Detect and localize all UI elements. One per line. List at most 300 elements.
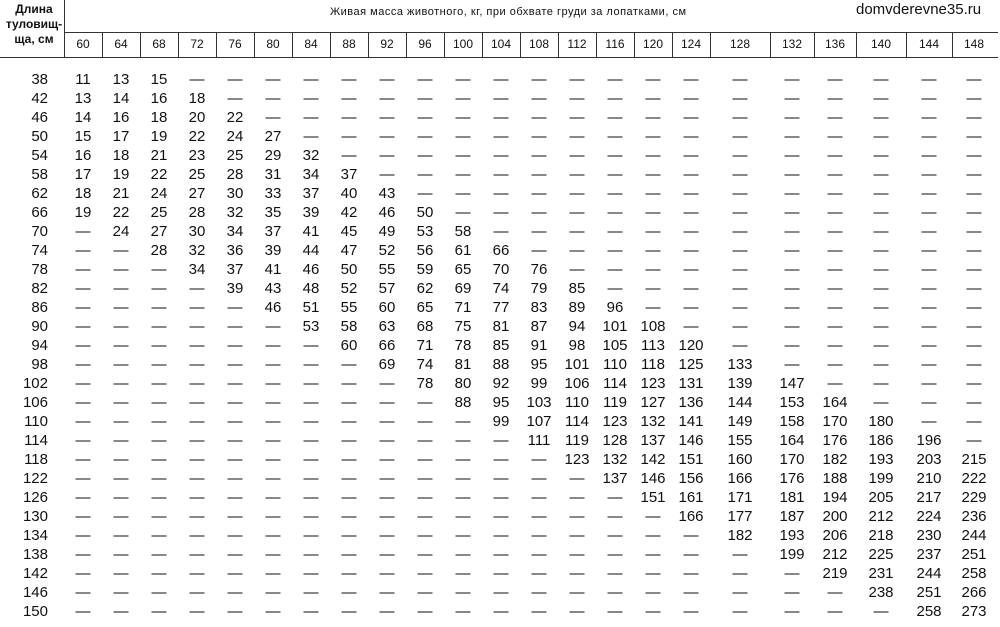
weight-cell: — <box>227 299 243 316</box>
weight-cell: 30 <box>226 185 244 202</box>
weight-cell: 229 <box>961 489 987 506</box>
girth-column-header: 96 <box>418 37 432 51</box>
weight-cell: — <box>455 128 471 145</box>
weight-cell: — <box>493 451 509 468</box>
weight-cell: — <box>732 584 748 601</box>
weight-cell: — <box>151 299 167 316</box>
girth-column-header: 80 <box>266 37 280 51</box>
weight-cell: — <box>379 565 395 582</box>
weight-cell: 158 <box>779 413 805 430</box>
weight-cell: 24 <box>226 128 244 145</box>
weight-cell: — <box>683 565 699 582</box>
body-length-label: 94 <box>31 337 48 354</box>
weight-cell: — <box>569 204 585 221</box>
weight-cell: 87 <box>530 318 548 335</box>
weight-cell: 32 <box>226 204 244 221</box>
weight-cell: 110 <box>565 394 589 411</box>
weight-cell: — <box>75 356 91 373</box>
weight-cell: — <box>966 318 982 335</box>
body-length-label: 62 <box>31 185 48 202</box>
weight-cell: 182 <box>822 451 848 468</box>
weight-cell: — <box>189 299 205 316</box>
weight-cell: 206 <box>822 527 848 544</box>
weight-cell: — <box>683 223 699 240</box>
weight-cell: 60 <box>340 337 358 354</box>
weight-cell: — <box>645 527 661 544</box>
weight-cell: — <box>607 242 623 259</box>
weight-cell: — <box>921 375 937 392</box>
body-length-label: 86 <box>31 299 48 316</box>
weight-cell: 18 <box>74 185 92 202</box>
weight-cell: — <box>379 166 395 183</box>
weight-cell: — <box>645 584 661 601</box>
weight-cell: — <box>151 603 167 620</box>
weight-cell: — <box>493 166 509 183</box>
weight-cell: — <box>113 546 129 563</box>
weight-cell: — <box>921 71 937 88</box>
weight-cell: 19 <box>150 128 168 145</box>
weight-cell: — <box>569 527 585 544</box>
weight-cell: — <box>569 90 585 107</box>
weight-cell: — <box>493 470 509 487</box>
weight-cell: — <box>341 432 357 449</box>
weight-cell: — <box>493 128 509 145</box>
weight-cell: 127 <box>640 394 666 411</box>
weight-cell: — <box>607 71 623 88</box>
weight-cell: — <box>966 204 982 221</box>
weight-cell: — <box>151 584 167 601</box>
weight-cell: — <box>683 128 699 145</box>
weight-cell: — <box>75 451 91 468</box>
weight-cell: — <box>303 603 319 620</box>
column-divider <box>814 33 815 57</box>
weight-cell: — <box>455 109 471 126</box>
girth-column-header: 112 <box>567 37 587 51</box>
weight-cell: 81 <box>454 356 472 373</box>
weight-cell: — <box>227 356 243 373</box>
weight-cell: — <box>732 337 748 354</box>
weight-cell: 14 <box>112 90 130 107</box>
weight-cell: — <box>732 109 748 126</box>
weight-cell: — <box>607 584 623 601</box>
weight-cell: — <box>455 185 471 202</box>
weight-cell: — <box>227 565 243 582</box>
weight-cell: 42 <box>340 204 358 221</box>
weight-cell: 244 <box>916 565 942 582</box>
weight-cell: — <box>265 375 281 392</box>
weight-cell: 188 <box>822 470 848 487</box>
weight-cell: — <box>784 318 800 335</box>
weight-cell: — <box>827 90 843 107</box>
weight-cell: — <box>873 166 889 183</box>
weight-cell: — <box>455 603 471 620</box>
weight-cell: — <box>784 603 800 620</box>
weight-cell: 146 <box>678 432 704 449</box>
weight-cell: — <box>265 356 281 373</box>
weight-cell: — <box>873 185 889 202</box>
weight-cell: — <box>827 204 843 221</box>
weight-cell: 141 <box>678 413 704 430</box>
weight-cell: — <box>784 204 800 221</box>
weight-cell: — <box>921 356 937 373</box>
weight-cell: 58 <box>340 318 358 335</box>
weight-cell: — <box>531 546 547 563</box>
weight-cell: — <box>493 185 509 202</box>
weight-cell: — <box>379 71 395 88</box>
weight-cell: — <box>683 318 699 335</box>
weight-cell: — <box>645 166 661 183</box>
weight-cell: — <box>227 489 243 506</box>
weight-cell: — <box>531 603 547 620</box>
weight-cell: — <box>265 603 281 620</box>
body-length-label: 146 <box>22 584 48 601</box>
weight-cell: — <box>607 90 623 107</box>
body-length-label: 50 <box>31 128 48 145</box>
weight-cell: 34 <box>302 166 320 183</box>
weight-cell: 85 <box>492 337 510 354</box>
weight-cell: — <box>827 147 843 164</box>
weight-cell: — <box>645 261 661 278</box>
weight-cell: — <box>455 508 471 525</box>
weight-cell: — <box>341 603 357 620</box>
weight-cell: 99 <box>492 413 510 430</box>
weight-cell: — <box>921 185 937 202</box>
weight-cell: — <box>493 489 509 506</box>
weight-cell: 147 <box>779 375 805 392</box>
weight-cell: — <box>531 204 547 221</box>
body-length-label: 74 <box>31 242 48 259</box>
girth-column-header: 140 <box>870 37 892 51</box>
weight-cell: — <box>732 204 748 221</box>
weight-cell: — <box>455 470 471 487</box>
weight-cell: — <box>341 527 357 544</box>
weight-cell: — <box>607 565 623 582</box>
weight-cell: — <box>531 90 547 107</box>
body-length-label: 110 <box>24 413 48 430</box>
weight-cell: — <box>531 223 547 240</box>
column-divider <box>710 33 711 57</box>
weight-cell: 205 <box>868 489 894 506</box>
weight-cell: 45 <box>340 223 358 240</box>
weight-cell: — <box>683 90 699 107</box>
weight-cell: — <box>645 71 661 88</box>
body-length-label: 134 <box>22 527 48 544</box>
weight-cell: — <box>645 565 661 582</box>
weight-cell: — <box>417 185 433 202</box>
weight-cell: — <box>493 546 509 563</box>
weight-cell: — <box>732 565 748 582</box>
weight-cell: — <box>966 432 982 449</box>
weight-cell: 15 <box>150 71 168 88</box>
weight-cell: — <box>873 337 889 354</box>
column-divider <box>254 33 255 57</box>
weight-cell: 237 <box>916 546 942 563</box>
weight-cell: — <box>784 261 800 278</box>
weight-cell: — <box>227 527 243 544</box>
weight-cell: 160 <box>727 451 753 468</box>
weight-cell: 199 <box>779 546 805 563</box>
column-divider <box>596 33 597 57</box>
weight-cell: 32 <box>188 242 206 259</box>
weight-cell: — <box>732 261 748 278</box>
weight-cell: — <box>683 603 699 620</box>
weight-cell: 101 <box>602 318 628 335</box>
weight-cell: 21 <box>112 185 130 202</box>
weight-cell: — <box>303 90 319 107</box>
weight-cell: 80 <box>454 375 472 392</box>
weight-cell: — <box>921 128 937 145</box>
weight-cell: — <box>921 413 937 430</box>
weight-cell: — <box>683 71 699 88</box>
weight-cell: 170 <box>779 451 805 468</box>
site-watermark: domvderevne35.ru <box>856 1 982 18</box>
weight-cell: 187 <box>779 508 805 525</box>
weight-cell: — <box>113 242 129 259</box>
weight-cell: — <box>784 242 800 259</box>
weight-cell: — <box>569 261 585 278</box>
header-rule-bottom <box>0 57 998 58</box>
weight-cell: — <box>683 204 699 221</box>
girth-column-header: 84 <box>304 37 318 51</box>
column-divider <box>102 33 103 57</box>
weight-cell: — <box>531 489 547 506</box>
weight-cell: 193 <box>868 451 894 468</box>
weight-cell: — <box>455 71 471 88</box>
weight-cell: 164 <box>822 394 848 411</box>
weight-cell: — <box>379 394 395 411</box>
weight-cell: — <box>531 109 547 126</box>
girth-column-header: 120 <box>642 37 664 51</box>
weight-cell: — <box>455 451 471 468</box>
weight-cell: — <box>732 185 748 202</box>
weight-cell: — <box>341 489 357 506</box>
weight-cell: — <box>417 584 433 601</box>
weight-cell: — <box>873 109 889 126</box>
weight-cell: 40 <box>340 185 358 202</box>
weight-cell: — <box>265 470 281 487</box>
weight-cell: — <box>455 413 471 430</box>
weight-cell: 176 <box>779 470 805 487</box>
weight-cell: — <box>569 508 585 525</box>
body-length-label: 106 <box>22 394 48 411</box>
weight-cell: — <box>417 470 433 487</box>
body-length-label: 78 <box>31 261 48 278</box>
weight-cell: — <box>113 299 129 316</box>
weight-cell: — <box>732 166 748 183</box>
body-length-label: 98 <box>31 356 48 373</box>
weight-cell: 81 <box>492 318 510 335</box>
weight-cell: 89 <box>568 299 586 316</box>
girth-column-header: 124 <box>680 37 702 51</box>
weight-cell: 27 <box>150 223 168 240</box>
weight-cell: — <box>827 356 843 373</box>
column-divider <box>216 33 217 57</box>
weight-cell: — <box>645 109 661 126</box>
weight-cell: — <box>417 128 433 145</box>
weight-cell: 123 <box>640 375 666 392</box>
weight-cell: 21 <box>150 147 168 164</box>
weight-cell: — <box>683 546 699 563</box>
weight-cell: — <box>966 166 982 183</box>
weight-cell: — <box>189 432 205 449</box>
weight-cell: — <box>113 413 129 430</box>
weight-cell: — <box>75 508 91 525</box>
body-length-label: 138 <box>22 546 48 563</box>
weight-cell: 244 <box>961 527 987 544</box>
weight-cell: — <box>784 147 800 164</box>
weight-cell: — <box>265 413 281 430</box>
weight-cell: — <box>189 280 205 297</box>
weight-cell: — <box>379 527 395 544</box>
weight-cell: 210 <box>916 470 942 487</box>
weight-cell: — <box>827 223 843 240</box>
girth-column-header: 72 <box>190 37 204 51</box>
weight-cell: — <box>379 489 395 506</box>
weight-cell: — <box>827 584 843 601</box>
weight-cell: — <box>379 413 395 430</box>
weight-cell: 41 <box>264 261 282 278</box>
weight-cell: — <box>189 337 205 354</box>
weight-cell: — <box>607 546 623 563</box>
weight-cell: — <box>493 147 509 164</box>
weight-cell: — <box>455 90 471 107</box>
weight-cell: 149 <box>727 413 753 430</box>
weight-cell: — <box>113 565 129 582</box>
weight-cell: — <box>645 603 661 620</box>
weight-cell: — <box>966 147 982 164</box>
weight-cell: — <box>303 489 319 506</box>
weight-cell: — <box>827 280 843 297</box>
weight-cell: 199 <box>868 470 894 487</box>
weight-cell: — <box>645 299 661 316</box>
weight-cell: 266 <box>961 584 987 601</box>
weight-cell: 18 <box>188 90 206 107</box>
weight-cell: 120 <box>678 337 704 354</box>
weight-cell: 94 <box>568 318 586 335</box>
weight-cell: — <box>921 147 937 164</box>
weight-cell: — <box>493 565 509 582</box>
weight-cell: — <box>966 394 982 411</box>
girth-column-header: 88 <box>342 37 356 51</box>
weight-cell: — <box>645 508 661 525</box>
weight-cell: — <box>645 280 661 297</box>
weight-cell: — <box>341 375 357 392</box>
weight-cell: 62 <box>416 280 434 297</box>
weight-cell: — <box>683 261 699 278</box>
weight-cell: — <box>569 603 585 620</box>
weight-cell: 164 <box>779 432 805 449</box>
weight-cell: — <box>966 280 982 297</box>
body-length-label: 82 <box>31 280 48 297</box>
weight-cell: — <box>607 185 623 202</box>
weight-cell: — <box>683 166 699 183</box>
weight-cell: — <box>645 90 661 107</box>
weight-cell: — <box>341 147 357 164</box>
weight-cell: 71 <box>416 337 434 354</box>
weight-cell: — <box>189 508 205 525</box>
weight-cell: 16 <box>112 109 130 126</box>
girth-column-header: 104 <box>490 37 512 51</box>
weight-cell: 203 <box>916 451 942 468</box>
weight-cell: 74 <box>492 280 510 297</box>
weight-cell: 34 <box>188 261 206 278</box>
weight-cell: 212 <box>822 546 848 563</box>
weight-cell: — <box>113 584 129 601</box>
weight-cell: — <box>265 432 281 449</box>
weight-cell: 217 <box>916 489 942 506</box>
weight-cell: — <box>732 147 748 164</box>
weight-cell: — <box>607 489 623 506</box>
weight-cell: 53 <box>416 223 434 240</box>
weight-cell: 166 <box>727 470 753 487</box>
weight-cell: — <box>921 109 937 126</box>
weight-cell: — <box>189 470 205 487</box>
weight-cell: — <box>569 584 585 601</box>
weight-cell: — <box>493 584 509 601</box>
weight-cell: — <box>75 470 91 487</box>
weight-cell: — <box>607 223 623 240</box>
weight-cell: 95 <box>530 356 548 373</box>
weight-cell: — <box>827 603 843 620</box>
weight-cell: 69 <box>378 356 396 373</box>
weight-cell: — <box>784 299 800 316</box>
weight-cell: — <box>966 185 982 202</box>
weight-cell: — <box>227 470 243 487</box>
weight-cell: — <box>873 204 889 221</box>
weight-cell: — <box>151 432 167 449</box>
weight-cell: — <box>341 565 357 582</box>
weight-cell: — <box>873 147 889 164</box>
weight-cell: — <box>379 90 395 107</box>
weight-cell: — <box>227 337 243 354</box>
weight-cell: — <box>921 318 937 335</box>
weight-cell: 139 <box>727 375 753 392</box>
weight-cell: 118 <box>641 356 665 373</box>
weight-cell: — <box>827 242 843 259</box>
weight-cell: — <box>531 470 547 487</box>
weight-cell: — <box>75 299 91 316</box>
weight-cell: 128 <box>602 432 628 449</box>
weight-cell: — <box>189 584 205 601</box>
weight-cell: 155 <box>727 432 753 449</box>
weight-cell: — <box>683 527 699 544</box>
column-divider <box>368 33 369 57</box>
weight-cell: 88 <box>454 394 472 411</box>
weight-cell: — <box>75 280 91 297</box>
weight-cell: 39 <box>302 204 320 221</box>
weight-cell: — <box>303 527 319 544</box>
weight-cell: — <box>341 90 357 107</box>
weight-cell: — <box>417 394 433 411</box>
weight-cell: — <box>732 242 748 259</box>
column-divider <box>672 33 673 57</box>
weight-cell: — <box>827 375 843 392</box>
weight-cell: 57 <box>378 280 396 297</box>
weight-cell: — <box>417 147 433 164</box>
weight-cell: — <box>732 128 748 145</box>
weight-cell: — <box>531 166 547 183</box>
weight-cell: — <box>227 584 243 601</box>
weight-cell: 66 <box>492 242 510 259</box>
weight-cell: — <box>873 90 889 107</box>
weight-cell: 43 <box>378 185 396 202</box>
weight-cell: 76 <box>530 261 548 278</box>
body-length-label: 42 <box>31 90 48 107</box>
weight-cell: — <box>303 432 319 449</box>
body-length-label: 122 <box>22 470 48 487</box>
weight-cell: — <box>151 470 167 487</box>
weight-cell: — <box>784 128 800 145</box>
